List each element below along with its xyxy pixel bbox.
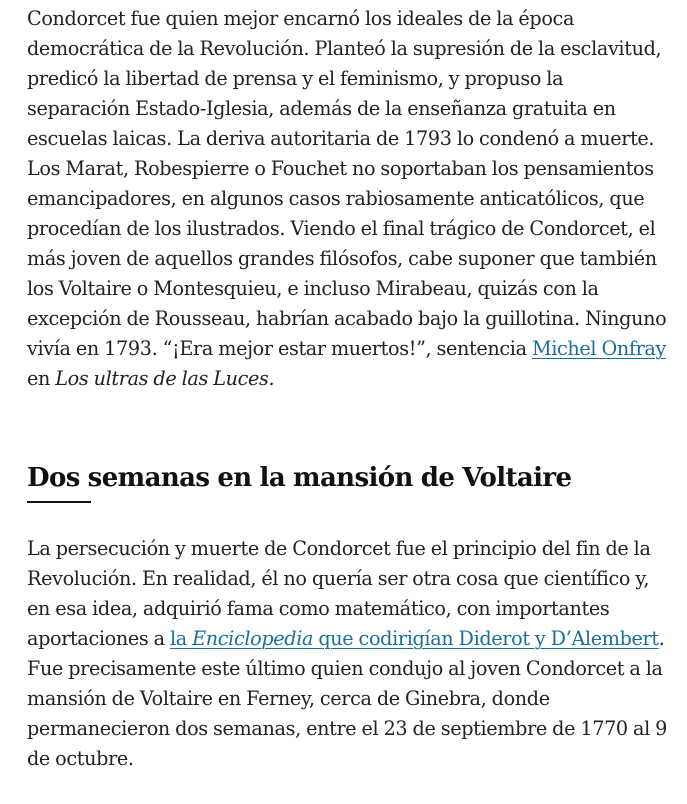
link-text-italic: Enciclopedia <box>192 627 314 650</box>
link-text: la <box>169 627 193 650</box>
paragraph-text: Condorcet fue quien mejor encarnó los ideales de la época democrática de la Revolución. Planteó la supresión de la esclavitud, predicó la libertad de prensa y el feminismo, y propuso la separación Estado-Iglesia, además de la enseñanza gratuita en escuelas laicas. La deriva autoritaria de 1793 lo condenó a muerte. Los Marat, Robespierre o Fouchet no soportaban los pensamientos emancipadores, en algunos casos rabiosamente anticatólicos, que procedían de los ilustrados. Viendo el final trágico de Condorcet, el más joven de aquellos grandes filósofos, cabe suponer que también los Voltaire o Montesquieu, e incluso Mirabeau, quizás con la excepción de Rousseau, habrían acabado bajo la guillotina. Ninguno vivía en 1793. “¡Era mejor estar muertos!”, sentencia <box>27 7 667 360</box>
paragraph-condorcet-ideals <box>27 4 667 394</box>
section-heading: Dos semanas en la mansión de Voltaire <box>27 463 572 493</box>
heading-underline-rule <box>27 501 91 503</box>
paragraph-text: La persecución y muerte de Condorcet fue el principio del fin de la Revolución. En realidad, él no quería ser otra cosa que científico y, en esa idea, adquirió fama como matemático, con importantes aportaciones a <box>27 537 651 650</box>
link-michel-onfray[interactable]: Michel Onfray <box>531 337 667 360</box>
paragraph-text: . Fue precisamente este último quien condujo al joven Condorcet a la mansión de Voltaire en Ferney, cerca de Ginebra, donde permanecieron dos semanas, entre el 23 de septiembre de 1770 al 9 de octubre. <box>27 627 668 770</box>
book-title: Los ultras de las Luces. <box>55 367 275 390</box>
link-enciclopedia[interactable] <box>170 627 659 650</box>
paragraph-persecution <box>27 534 667 774</box>
article-body <box>27 4 667 774</box>
paragraph-text: en <box>27 367 56 390</box>
link-text: que codirigían Diderot y D’Alembert <box>313 627 659 650</box>
